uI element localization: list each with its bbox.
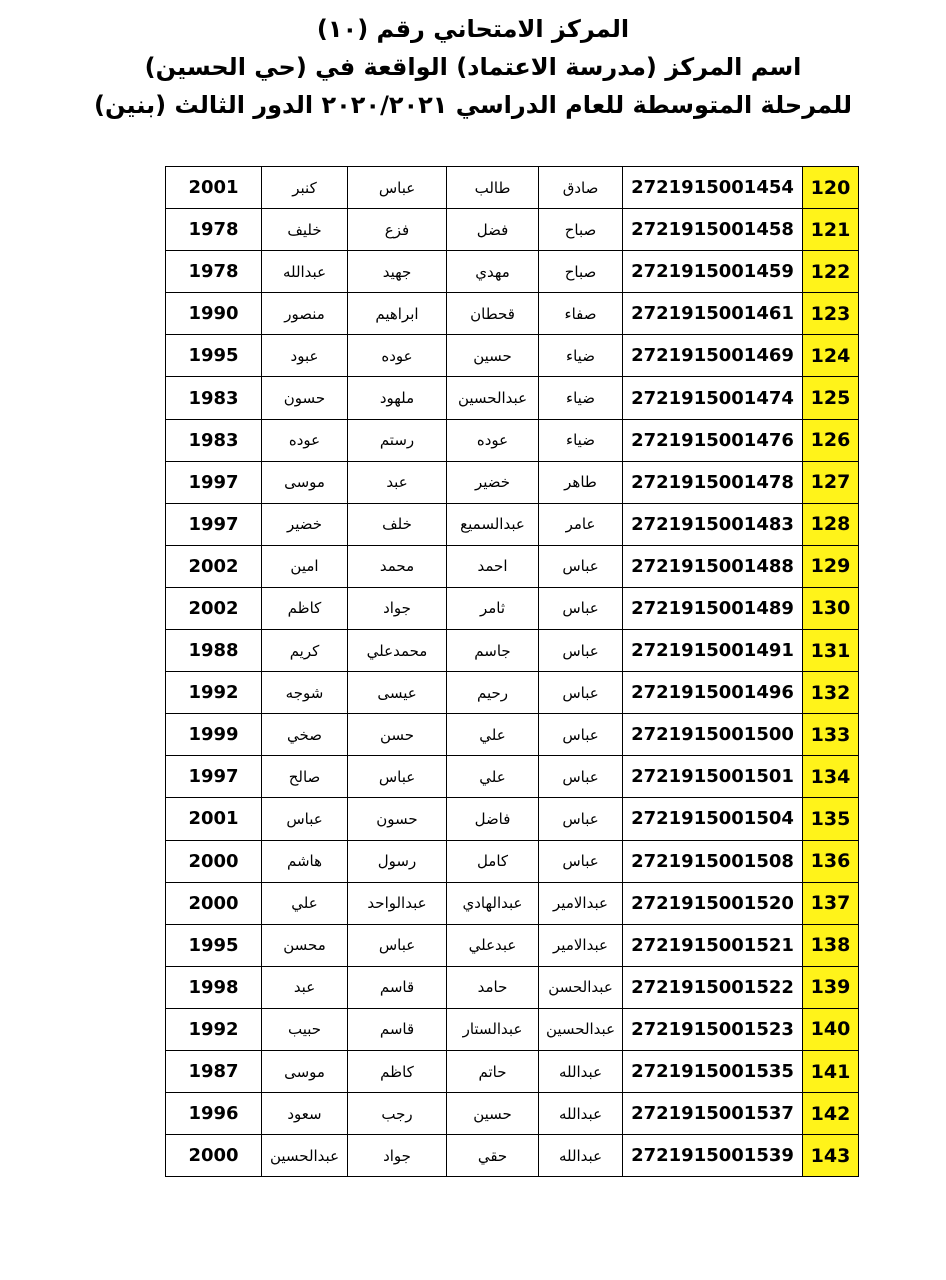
surname-cell: موسى (262, 1050, 348, 1092)
serial-number-cell: 142 (803, 1093, 859, 1135)
father-name-cell: علي (447, 756, 539, 798)
exam-id-cell: 2721915001501 (623, 756, 803, 798)
surname-cell: موسى (262, 461, 348, 503)
surname-cell: كريم (262, 630, 348, 672)
birth-year-cell: 1978 (166, 251, 262, 293)
table-row (166, 1008, 859, 1050)
serial-number-cell: 139 (803, 966, 859, 1008)
father-name-cell: خضير (447, 461, 539, 503)
table-row (166, 840, 859, 882)
birth-year-cell: 1997 (166, 503, 262, 545)
serial-number-cell: 124 (803, 335, 859, 377)
surname-cell: خضير (262, 503, 348, 545)
father-name-cell: جاسم (447, 630, 539, 672)
father-name-cell: عبدالحسين (447, 377, 539, 419)
exam-id-cell: 2721915001520 (623, 882, 803, 924)
table-row (166, 251, 859, 293)
birth-year-cell: 2000 (166, 882, 262, 924)
father-name-cell: علي (447, 714, 539, 756)
birth-year-cell: 1995 (166, 924, 262, 966)
surname-cell: سعود (262, 1093, 348, 1135)
birth-year-cell: 1983 (166, 419, 262, 461)
father-name-cell: عبدالهادي (447, 882, 539, 924)
exam-id-cell: 2721915001483 (623, 503, 803, 545)
serial-number-cell: 122 (803, 251, 859, 293)
birth-year-cell: 1990 (166, 293, 262, 335)
father-name-cell: قحطان (447, 293, 539, 335)
student-name-cell: عباس (539, 630, 623, 672)
serial-number-cell: 140 (803, 1008, 859, 1050)
student-name-cell: عباس (539, 756, 623, 798)
table-row (166, 1135, 859, 1177)
father-name-cell: رحيم (447, 672, 539, 714)
father-name-cell: كامل (447, 840, 539, 882)
exam-id-cell: 2721915001489 (623, 587, 803, 629)
exam-id-cell: 2721915001496 (623, 672, 803, 714)
exam-id-cell: 2721915001491 (623, 630, 803, 672)
document-header (0, 10, 946, 124)
birth-year-cell: 1983 (166, 377, 262, 419)
serial-number-cell: 135 (803, 798, 859, 840)
table-row (166, 1050, 859, 1092)
father-name-cell: عبدالسميع (447, 503, 539, 545)
surname-cell: عبدالحسين (262, 1135, 348, 1177)
student-name-cell: عبدالله (539, 1050, 623, 1092)
grandfather-name-cell: فزع (348, 209, 447, 251)
father-name-cell: عوده (447, 419, 539, 461)
father-name-cell: احمد (447, 545, 539, 587)
student-name-cell: صادق (539, 167, 623, 209)
table-row (166, 672, 859, 714)
student-name-cell: ضياء (539, 335, 623, 377)
serial-number-cell: 120 (803, 167, 859, 209)
exam-id-cell: 2721915001459 (623, 251, 803, 293)
grandfather-name-cell: جواد (348, 1135, 447, 1177)
exam-center-title: المركز الامتحاني رقم (١٠) (316, 15, 630, 43)
table-row (166, 756, 859, 798)
serial-number-cell: 129 (803, 545, 859, 587)
surname-cell: منصور (262, 293, 348, 335)
exam-id-cell: 2721915001458 (623, 209, 803, 251)
birth-year-cell: 2002 (166, 587, 262, 629)
student-name-cell: طاهر (539, 461, 623, 503)
surname-cell: كنبر (262, 167, 348, 209)
birth-year-cell: 2000 (166, 1135, 262, 1177)
birth-year-cell: 2001 (166, 798, 262, 840)
table-row (166, 587, 859, 629)
exam-id-cell: 2721915001469 (623, 335, 803, 377)
serial-number-cell: 138 (803, 924, 859, 966)
father-name-cell: ثامر (447, 587, 539, 629)
birth-year-cell: 2002 (166, 545, 262, 587)
roster-body (166, 167, 859, 1177)
surname-cell: هاشم (262, 840, 348, 882)
father-name-cell: عبدعلي (447, 924, 539, 966)
grandfather-name-cell: قاسم (348, 1008, 447, 1050)
grandfather-name-cell: عبدالواحد (348, 882, 447, 924)
exam-id-cell: 2721915001454 (623, 167, 803, 209)
student-name-cell: عباس (539, 587, 623, 629)
birth-year-cell: 1998 (166, 966, 262, 1008)
student-name-cell: عبدالامير (539, 882, 623, 924)
birth-year-cell: 2000 (166, 840, 262, 882)
serial-number-cell: 125 (803, 377, 859, 419)
exam-id-cell: 2721915001461 (623, 293, 803, 335)
table-row (166, 924, 859, 966)
father-name-cell: طالب (447, 167, 539, 209)
surname-cell: حبيب (262, 1008, 348, 1050)
table-row (166, 335, 859, 377)
grandfather-name-cell: جواد (348, 587, 447, 629)
exam-id-cell: 2721915001521 (623, 924, 803, 966)
grandfather-name-cell: عوده (348, 335, 447, 377)
birth-year-cell: 1988 (166, 630, 262, 672)
student-name-cell: صباح (539, 209, 623, 251)
exam-id-cell: 2721915001500 (623, 714, 803, 756)
student-name-cell: صفاء (539, 293, 623, 335)
grandfather-name-cell: كاظم (348, 1050, 447, 1092)
surname-cell: صالح (262, 756, 348, 798)
center-name-line: اسم المركز (مدرسة الاعتماد) الواقعة في (حي الحسين) (144, 53, 802, 81)
grandfather-name-cell: جهيد (348, 251, 447, 293)
serial-number-cell: 127 (803, 461, 859, 503)
exam-id-cell: 2721915001535 (623, 1050, 803, 1092)
student-roster-table (165, 166, 859, 1177)
table-row (166, 167, 859, 209)
student-name-cell: عباس (539, 672, 623, 714)
student-name-cell: عبدالله (539, 1135, 623, 1177)
birth-year-cell: 1996 (166, 1093, 262, 1135)
student-name-cell: عبدالله (539, 1093, 623, 1135)
surname-cell: علي (262, 882, 348, 924)
birth-year-cell: 1987 (166, 1050, 262, 1092)
father-name-cell: حقي (447, 1135, 539, 1177)
serial-number-cell: 134 (803, 756, 859, 798)
surname-cell: عباس (262, 798, 348, 840)
serial-number-cell: 123 (803, 293, 859, 335)
grandfather-name-cell: رجب (348, 1093, 447, 1135)
exam-id-cell: 2721915001504 (623, 798, 803, 840)
surname-cell: امين (262, 545, 348, 587)
table-row (166, 630, 859, 672)
grandfather-name-cell: رسول (348, 840, 447, 882)
birth-year-cell: 1992 (166, 672, 262, 714)
student-name-cell: ضياء (539, 377, 623, 419)
stage-year-line: للمرحلة المتوسطة للعام الدراسي ٢٠٢٠/٢٠٢١ الدور الثالث (بنين) (93, 91, 853, 119)
table-row (166, 377, 859, 419)
grandfather-name-cell: ملهود (348, 377, 447, 419)
father-name-cell: حسين (447, 335, 539, 377)
father-name-cell: عبدالستار (447, 1008, 539, 1050)
student-name-cell: ضياء (539, 419, 623, 461)
serial-number-cell: 132 (803, 672, 859, 714)
grandfather-name-cell: عيسى (348, 672, 447, 714)
table-row (166, 882, 859, 924)
student-name-cell: عباس (539, 798, 623, 840)
surname-cell: عبدالله (262, 251, 348, 293)
serial-number-cell: 131 (803, 630, 859, 672)
student-name-cell: عبدالامير (539, 924, 623, 966)
exam-id-cell: 2721915001476 (623, 419, 803, 461)
serial-number-cell: 137 (803, 882, 859, 924)
table-row (166, 209, 859, 251)
exam-id-cell: 2721915001537 (623, 1093, 803, 1135)
table-row (166, 1093, 859, 1135)
table-row (166, 545, 859, 587)
table-row (166, 293, 859, 335)
student-name-cell: عبدالحسين (539, 1008, 623, 1050)
birth-year-cell: 2001 (166, 167, 262, 209)
surname-cell: خليف (262, 209, 348, 251)
table-row (166, 503, 859, 545)
exam-id-cell: 2721915001474 (623, 377, 803, 419)
serial-number-cell: 136 (803, 840, 859, 882)
surname-cell: عبود (262, 335, 348, 377)
grandfather-name-cell: قاسم (348, 966, 447, 1008)
birth-year-cell: 1997 (166, 756, 262, 798)
exam-id-cell: 2721915001522 (623, 966, 803, 1008)
serial-number-cell: 133 (803, 714, 859, 756)
surname-cell: عبد (262, 966, 348, 1008)
father-name-cell: حامد (447, 966, 539, 1008)
table-row (166, 461, 859, 503)
student-name-cell: عامر (539, 503, 623, 545)
birth-year-cell: 1978 (166, 209, 262, 251)
surname-cell: عوده (262, 419, 348, 461)
serial-number-cell: 141 (803, 1050, 859, 1092)
exam-id-cell: 2721915001478 (623, 461, 803, 503)
student-name-cell: صباح (539, 251, 623, 293)
surname-cell: صخي (262, 714, 348, 756)
grandfather-name-cell: رستم (348, 419, 447, 461)
birth-year-cell: 1995 (166, 335, 262, 377)
birth-year-cell: 1999 (166, 714, 262, 756)
surname-cell: حسون (262, 377, 348, 419)
serial-number-cell: 130 (803, 587, 859, 629)
student-name-cell: عباس (539, 714, 623, 756)
father-name-cell: فاضل (447, 798, 539, 840)
father-name-cell: حاتم (447, 1050, 539, 1092)
grandfather-name-cell: ابراهيم (348, 293, 447, 335)
exam-id-cell: 2721915001508 (623, 840, 803, 882)
birth-year-cell: 1997 (166, 461, 262, 503)
table-row (166, 419, 859, 461)
grandfather-name-cell: حسون (348, 798, 447, 840)
table-row (166, 798, 859, 840)
grandfather-name-cell: خلف (348, 503, 447, 545)
serial-number-cell: 126 (803, 419, 859, 461)
surname-cell: شوجه (262, 672, 348, 714)
exam-id-cell: 2721915001523 (623, 1008, 803, 1050)
serial-number-cell: 143 (803, 1135, 859, 1177)
father-name-cell: حسين (447, 1093, 539, 1135)
grandfather-name-cell: حسن (348, 714, 447, 756)
surname-cell: كاظم (262, 587, 348, 629)
student-name-cell: عباس (539, 840, 623, 882)
grandfather-name-cell: محمدعلي (348, 630, 447, 672)
table-row (166, 714, 859, 756)
student-name-cell: عبدالحسن (539, 966, 623, 1008)
exam-id-cell: 2721915001539 (623, 1135, 803, 1177)
birth-year-cell: 1992 (166, 1008, 262, 1050)
grandfather-name-cell: عباس (348, 167, 447, 209)
serial-number-cell: 121 (803, 209, 859, 251)
student-name-cell: عباس (539, 545, 623, 587)
grandfather-name-cell: محمد (348, 545, 447, 587)
serial-number-cell: 128 (803, 503, 859, 545)
father-name-cell: مهدي (447, 251, 539, 293)
surname-cell: محسن (262, 924, 348, 966)
grandfather-name-cell: عباس (348, 756, 447, 798)
grandfather-name-cell: عباس (348, 924, 447, 966)
table-row (166, 966, 859, 1008)
exam-id-cell: 2721915001488 (623, 545, 803, 587)
grandfather-name-cell: عبد (348, 461, 447, 503)
father-name-cell: فضل (447, 209, 539, 251)
